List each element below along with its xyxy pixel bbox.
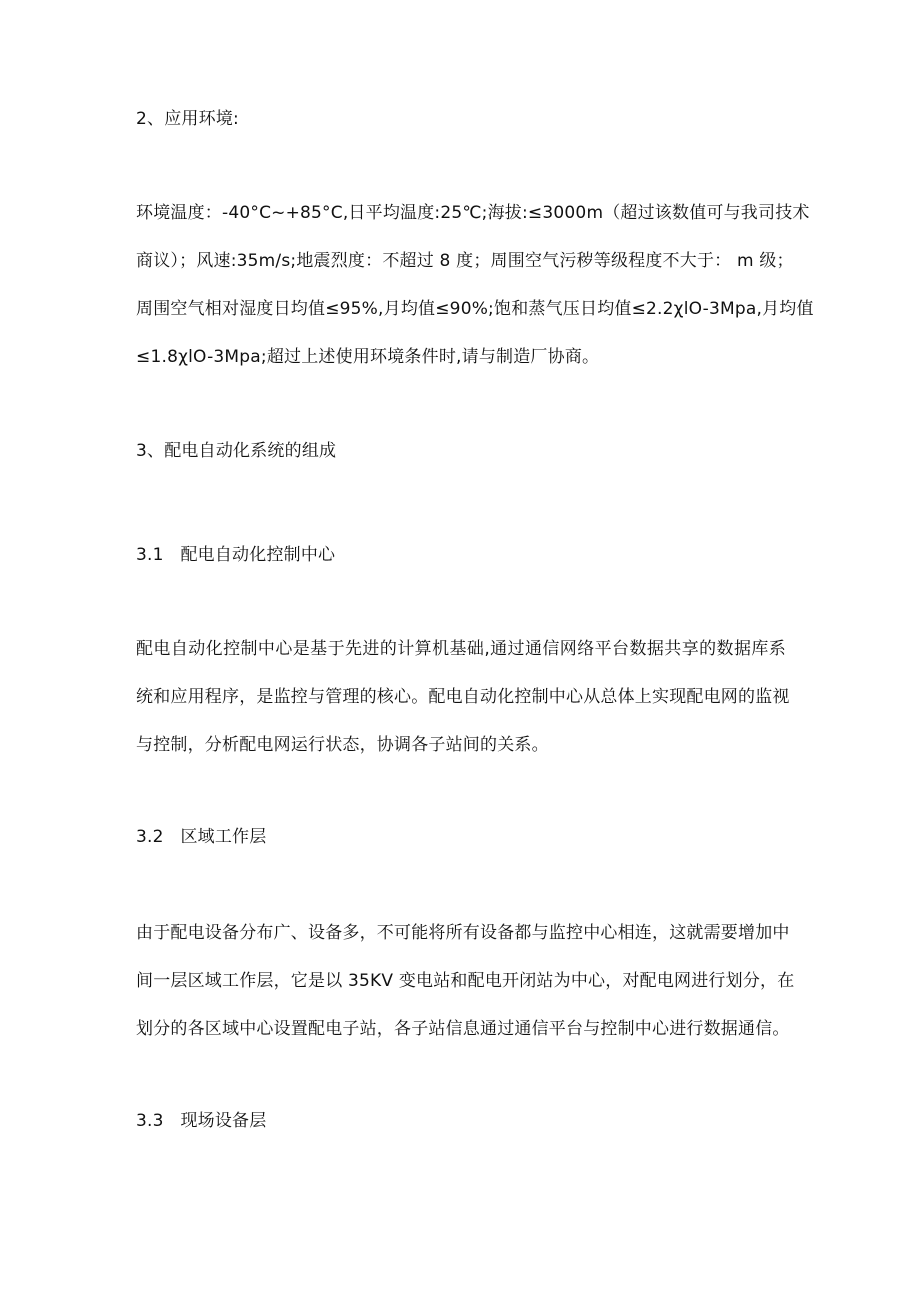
para-3-2-line-1: 由于配电设备分布广、设备多，不可能将所有设备都与监控中心相连，这就需要增加中 <box>136 923 790 943</box>
section-heading-2: 2、应用环境: <box>136 109 239 129</box>
para-3-1-line-2: 统和应用程序，是监控与管理的核心。配电自动化控制中心从总体上实现配电网的监视 <box>136 687 790 707</box>
para-3-2-line-3: 划分的各区域中心设置配电子站，各子站信息通过通信平台与控制中心进行数据通信。 <box>136 1019 790 1039</box>
subsection-heading-3-3: 3.3 现场设备层 <box>136 1111 267 1131</box>
para-3-2-line-2: 间一层区域工作层，它是以 35KV 变电站和配电开闭站为中心，对配电网进行划分，在 <box>136 971 795 991</box>
env-line-2: 商议）；风速:35m∕s;地震烈度：不超过 8 度；周围空气污秽等级程度不大于： m 级； <box>136 251 794 271</box>
subsection-heading-3-2: 3.2 区域工作层 <box>136 827 267 847</box>
env-line-1: 环境温度：-40°C~+85°C,日平均温度:25℃;海拔:≤3000m（超过该数值可与我司技术 <box>136 203 810 223</box>
subsection-heading-3-1: 3.1 配电自动化控制中心 <box>136 545 336 565</box>
section-heading-3: 3、配电自动化系统的组成 <box>136 441 337 461</box>
para-3-1-line-3: 与控制，分析配电网运行状态，协调各子站间的关系。 <box>136 735 549 755</box>
env-line-4: ≤1.8χlO-3Mpa;超过上述使用环境条件时,请与制造厂协商。 <box>136 347 600 367</box>
para-3-1-line-1: 配电自动化控制中心是基于先进的计算机基础,通过通信网络平台数据共享的数据库系 <box>136 639 786 659</box>
env-line-3: 周围空气相对湿度日均值≤95%,月均值≤90%;饱和蒸气压日均值≤2.2χlO-3Mpa,月均值 <box>136 299 814 319</box>
